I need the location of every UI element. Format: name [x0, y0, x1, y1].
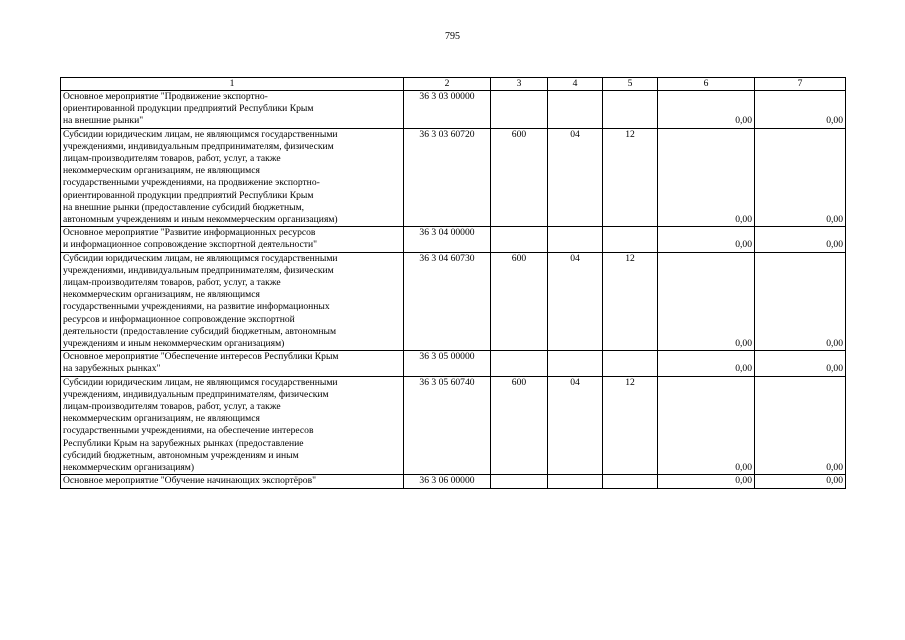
row-pr	[603, 227, 658, 252]
row-code: 36 3 06 00000	[404, 475, 491, 488]
column-header: 1	[61, 78, 404, 91]
budget-table	[60, 77, 846, 489]
table-row	[61, 91, 846, 129]
row-description: Субсидии юридическим лицам, не являющимся государственными учреждениями, индивидуальным предпринимателям, физическим лицам-производителям товаров, работ, услуг, а также некоммерческим организациям, не являющимся государственными учреждениями, на развитие информационных ресурсов и информационное сопровождение экспортной деятельности (предоставление субсидий бюджетным, автономным учреждениям и иным некоммерческим организациям)	[61, 252, 404, 351]
table-row	[61, 252, 846, 351]
row-vr: 600	[491, 252, 548, 351]
column-header: 7	[755, 78, 846, 91]
row-rz	[548, 227, 603, 252]
row-amount-2: 0,00	[755, 475, 846, 488]
row-amount-2: 0,00	[755, 351, 846, 376]
column-header: 2	[404, 78, 491, 91]
row-pr	[603, 351, 658, 376]
row-vr	[491, 91, 548, 129]
page-number: 795	[445, 31, 460, 42]
row-pr: 12	[603, 128, 658, 227]
row-rz	[548, 91, 603, 129]
column-header: 3	[491, 78, 548, 91]
row-vr: 600	[491, 128, 548, 227]
row-rz: 04	[548, 252, 603, 351]
column-header: 4	[548, 78, 603, 91]
row-rz: 04	[548, 128, 603, 227]
row-code: 36 3 04 00000	[404, 227, 491, 252]
row-amount-1: 0,00	[658, 475, 755, 488]
row-amount-1: 0,00	[658, 227, 755, 252]
row-pr: 12	[603, 252, 658, 351]
row-vr	[491, 227, 548, 252]
row-amount-2: 0,00	[755, 91, 846, 129]
table-row	[61, 128, 846, 227]
row-description: Основное мероприятие "Продвижение экспортно- ориентированной продукции предприятий Республики Крым на внешние рынки"	[61, 91, 404, 129]
row-amount-2: 0,00	[755, 252, 846, 351]
row-code: 36 3 03 00000	[404, 91, 491, 129]
row-rz	[548, 475, 603, 488]
row-amount-1: 0,00	[658, 91, 755, 129]
row-description: Основное мероприятие "Развитие информационных ресурсов и информационное сопровождение экспортной деятельности"	[61, 227, 404, 252]
row-description: Основное мероприятие "Обучение начинающих экспортёров"	[61, 475, 404, 488]
row-pr	[603, 91, 658, 129]
row-code: 36 3 04 60730	[404, 252, 491, 351]
row-vr	[491, 351, 548, 376]
row-description: Субсидии юридическим лицам, не являющимся государственными учреждениям, индивидуальным предпринимателям, физическим лицам-производителям товаров, работ, услуг, а также некоммерческим организациям, не являющимся государственными учреждениями, на обеспечение интересов Республики Крым на зарубежных рынках (предоставление субсидий бюджетным, автономным учреждениям и иным некоммерческим организациям)	[61, 376, 404, 475]
row-vr	[491, 475, 548, 488]
row-code: 36 3 05 00000	[404, 351, 491, 376]
column-header: 5	[603, 78, 658, 91]
row-pr	[603, 475, 658, 488]
table-row	[61, 475, 846, 488]
row-amount-2: 0,00	[755, 376, 846, 475]
row-amount-1: 0,00	[658, 128, 755, 227]
row-amount-1: 0,00	[658, 376, 755, 475]
row-rz: 04	[548, 376, 603, 475]
row-pr: 12	[603, 376, 658, 475]
row-code: 36 3 05 60740	[404, 376, 491, 475]
row-description: Основное мероприятие "Обеспечение интересов Республики Крым на зарубежных рынках"	[61, 351, 404, 376]
row-amount-2: 0,00	[755, 128, 846, 227]
table-row	[61, 376, 846, 475]
row-code: 36 3 03 60720	[404, 128, 491, 227]
row-vr: 600	[491, 376, 548, 475]
table-header-row	[61, 78, 846, 91]
row-amount-2: 0,00	[755, 227, 846, 252]
row-amount-1: 0,00	[658, 252, 755, 351]
row-description: Субсидии юридическим лицам, не являющимся государственными учреждениями, индивидуальным предпринимателям, физическим лицам-производителям товаров, работ, услуг, а также некоммерческим организациям, не являющимся государственными учреждениями, на продвижение экспортно- ориентированной продукции предприятий Республики Крым на внешние рынки (предоставление субсидий бюджетным, автономным учреждениям и иным некоммерческим организациям)	[61, 128, 404, 227]
table-row	[61, 227, 846, 252]
row-rz	[548, 351, 603, 376]
column-header: 6	[658, 78, 755, 91]
row-amount-1: 0,00	[658, 351, 755, 376]
table-row	[61, 351, 846, 376]
